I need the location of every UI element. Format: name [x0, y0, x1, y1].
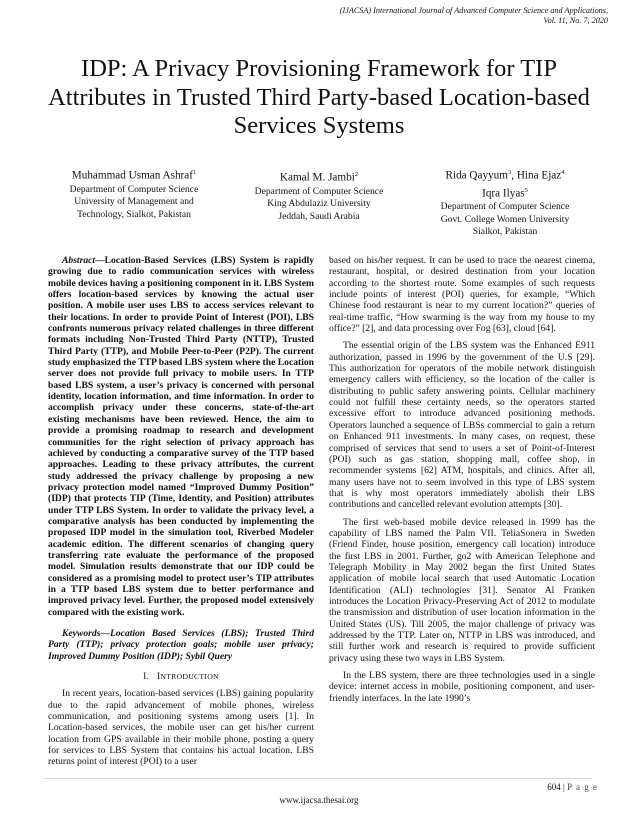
page-word: P a g e: [567, 782, 598, 792]
section-numeral: I.: [143, 671, 150, 683]
intro-paragraph-2: The essential origin of the LBS system was the Enhanced E911 authorization, passed in 1996 by the government of the U.S [29]. This authorization for operators of the mobile network distinguish emergency callers with efficiency, so the location of the caller is distributing to public safety answering points. Cellular machinery could not fulfill these certainty needs, so the operators started excessive effort to introduce advanced positioning methods. Operators launched a sequence of LBSs commercial to gain a return on Enhanced 911 investments. In many cases, on request, these comprised of services that send to users a set of Point-of-Interest (POI) such as gas station, shopping mall, coffee shop, in recommender systems [62] ATM, hospitals, and clinics. After all, many users have not to seem involved in this type of LBS system that is why most operators immediately abolish their LBS contributions and cancelled relevant evolution attempts [30].: [329, 340, 595, 511]
author-3-university: Govt. College Women University: [440, 213, 570, 225]
author-1: [52, 166, 216, 221]
author-3-location: Sialkot, Pakistan: [472, 226, 538, 238]
author-2: [237, 168, 401, 223]
section-heading-introduction: [48, 671, 314, 682]
author-4-sup: 4: [561, 169, 565, 176]
section-title-initial: I: [156, 671, 161, 683]
author-3-sup: 3: [507, 169, 512, 176]
journal-header: [188, 6, 608, 26]
abstract-body: —Location-Based Services (LBS) System is rapidly growing due to radio communication services with wireless mobile devices having a positioning component in it. LBS System offers location-based services by knowing the actual user position. A mobile user uses LBS to access services relevant to their locations. In order to provide Point of Interest (POI), LBS confronts numerous privacy related challenges in three different formats including Non-Trusted Third Party (NTTP), Trusted Third Party (TTP), and Mobile Peer-to-Peer (P2P). The current study emphasized the TTP based LBS system where the Location server does not provide full privacy to mobile users. In TTP based LBS system, a user’s privacy is concerned with personal identity, location information, and time information. In order to accomplish privacy under these concerns, state-of-the-art existing mechanisms have been reviewed. Hence, the aim to provide a promising roadmap to research and development communities for the right selection of privacy approach has achieved by conducting a comparative survey of the TTP based approaches. Leading to these privacy attributes, the current study addressed the privacy challenge by proposing a new privacy protection model named “Improved Dummy Position” (IDP) that protects TIP (Time, Identity, and Position) attributes under TTP LBS System. In order to validate the privacy level, a comparative analysis has been conducted by implementing the proposed IDP model in the simulation tool, Riverbed Modeler academic edition. The different scenarios of changing query transferring rate evaluate the performance of the proposed model. Simulation results demonstrate that our IDP could be considered as a promising model to protect user’s TIP attributes in a TTP based LBS system due to better performance and improved privacy level. Further, the proposed model extensively compared with the existing work.: [48, 255, 314, 618]
journal-website: www.ijacsa.thesai.org: [279, 795, 359, 805]
author-5-name: Iqra Ilyas: [482, 187, 525, 200]
intro-paragraph-3: The first web-based mobile device released in 1999 has the capability of LBS named the Palm VII. TeliaSonera in Sweden (Friend Finder, house position, emergency call location) introduce the first LBS in 2001. Further, go2 with American Telephone and Telegraph Mobility in May 2002 began the first United States application of mobile local search that used Automatic Location Identification (ALI) technologies [31]. Senator Al Franken introduces the Location Privacy-Preserving Act of 2012 to modulate the transmission and distribution of user location information in the United States (US). Till 2005, the major challenge of privacy was addressed by the TTP. Later on, NTTP in LBS was introduced, and still further work and research is required to provide sufficient privacy using these two ways in LBS System.: [329, 516, 595, 664]
intro-paragraph-1: In recent years, location-based services (LBS) gaining popularity due to the rapid advancement of mobile phones, wireless communication, and positioning systems among users [1]. In Location-based services, the mobile user can get his/her current location from GPS available in their mobile phone, posting a query for services to LBS System that contains his actual location. LBS returns point of interest (POI) to a user: [48, 688, 314, 768]
author-1-university: University of Management and: [74, 196, 194, 208]
page-number: [547, 782, 598, 792]
page-separator: |: [560, 782, 568, 792]
author-3-name: Rida Qayyum: [445, 169, 508, 182]
author-2-university: King Abdulaziz University: [267, 198, 371, 210]
author-1-dept: Department of Computer Science: [69, 183, 199, 195]
right-column: [329, 255, 595, 704]
abstract-label: Abstract: [62, 255, 96, 266]
author-1-location: Technology, Sialkot, Pakistan: [77, 208, 191, 220]
author-4-name: , Hina Ejaz: [511, 169, 562, 182]
journal-name: (IJACSA) International Journal of Advanced Computer Science and Applications,: [339, 6, 608, 15]
author-3: [420, 166, 590, 239]
intro-paragraph-1-cont: based on his/her request. It can be used to trace the nearest cinema, restaurant, hospital, or desired destination from your location according to the shortest route. Some examples of such requests include points of interest (POI) queries, for example, “Which Chinese food restaurant is near to my current location?” queries of real-time traffic, “How swarming is the way from my house to my office?” [2], and data processing over Fog [63], cloud [64].: [329, 255, 595, 335]
journal-volume: Vol. 11, No. 7, 2020: [543, 16, 608, 25]
left-column: [48, 255, 314, 768]
abstract: [48, 255, 314, 618]
paper-title: IDP: A Privacy Provisioning Framework for TIP Attributes in Trusted Third Party-based Location-based Services Systems: [48, 55, 590, 139]
author-2-sup: 2: [354, 171, 359, 178]
keywords: Keywords—Location Based Services (LBS); Trusted Third Party (TTP); privacy protection goals; mobile user privacy; Improved Dummy Position (IDP); Sybil Query: [48, 628, 314, 662]
author-1-sup: 1: [192, 169, 197, 176]
author-5-sup: 5: [524, 186, 528, 194]
author-1-name: Muhammad Usman Ashraf: [71, 169, 193, 182]
author-3-dept: Department of Computer Science: [440, 201, 570, 213]
author-2-location: Jeddah, Saudi Arabia: [278, 210, 360, 222]
footer-divider: [44, 778, 592, 779]
author-block: [0, 160, 638, 240]
author-2-dept: Department of Computer Science: [254, 185, 384, 197]
intro-paragraph-4: In the LBS system, there are three technologies used in a single device: internet access in mobile, positioning component, and user-friendly interfaces. In the late 1990’s: [329, 670, 595, 704]
section-title-rest: NTRODUCTION: [160, 672, 219, 682]
page-number-value: 604: [547, 782, 561, 792]
author-2-name: Kamal M. Jambi: [279, 171, 355, 184]
